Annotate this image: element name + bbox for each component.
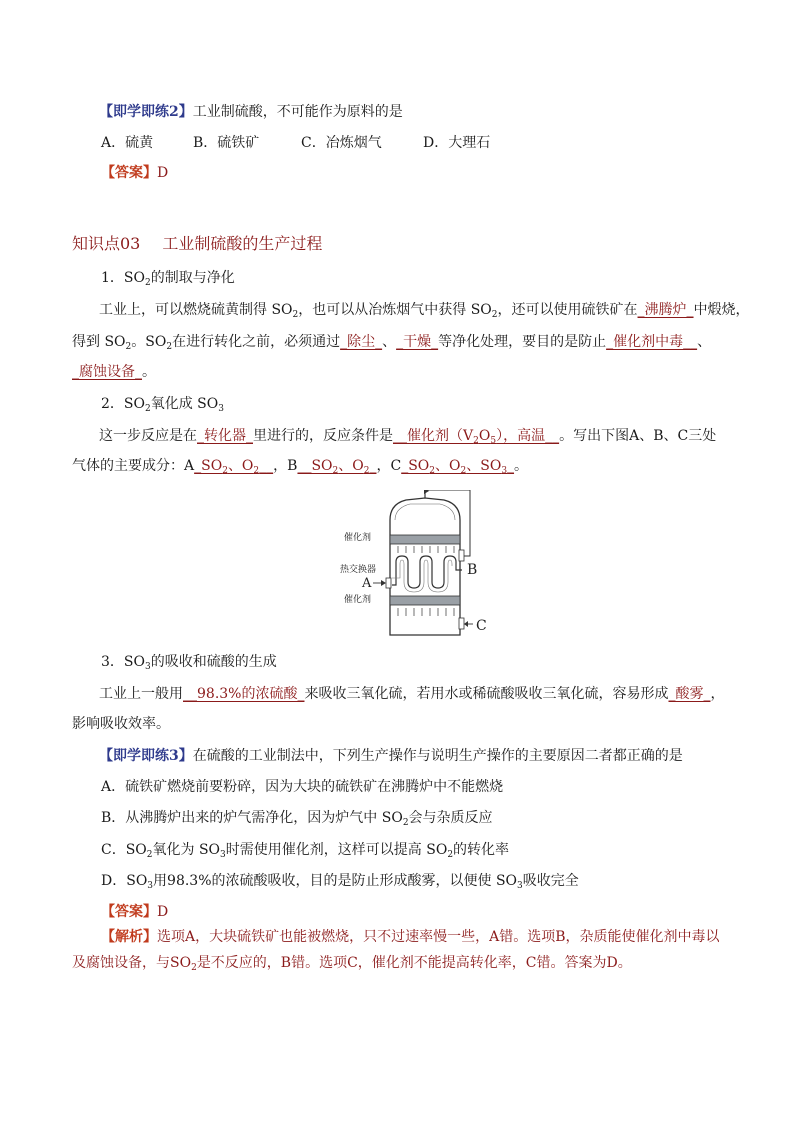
part3-heading: 3．$SO_3$的吸收和硫酸的生成 [101,654,277,672]
practice3-option-a: A．硫铁矿燃烧前要粉碎，因为大块的硫铁矿在沸腾炉中不能燃烧 [101,779,504,795]
section-title: 工业制硫酸的生产过程 [162,234,323,253]
practice-tag: 【即学即练3】 [99,748,193,764]
flow-arrows-bottom [398,608,454,616]
practice-tag: 【即学即练2】 [99,104,193,120]
fill-conditions: __催化剂$(V_2O_5)$，高温__ [393,428,560,446]
fill-poison: _催化剂中毒__ [606,334,698,350]
answer-tag: 【答案】 [101,904,157,920]
analysis-tag: 【解析】 [101,929,157,945]
fill-converter: _转化器_ [197,428,253,444]
question-text: 在硫酸的工业制法中，下列生产操作与说明生产操作的主要原因二者都正确的是 [192,748,683,764]
practice3-option-d: D．$SO_3$用98.3%的浓硫酸吸收，目的是防止形成酸雾，以便使 $SO_3$吸收完全 [101,873,579,891]
part2-paragraph-line2: 气体的主要成分：$A\_SO_2$、$O_2\_\_$，$B\_\_SO_2$、$O_2\_$，$C\_SO_2$、$O_2$、$SO_3\_$。 [72,458,529,476]
converter-diagram [340,490,490,642]
fill-corrode: _腐蚀设备_ [72,364,142,380]
label-c: C [476,618,487,634]
catalyst-bed-bottom [390,596,460,605]
section-number: 知识点03 [72,234,141,253]
label-catalyst-bottom: 催化剂 [344,595,372,605]
fill-acid: __98.3%的浓硫酸_ [183,686,305,702]
section-heading [72,231,322,254]
fill-furnace: _沸腾炉_ [637,302,694,318]
part2-heading: 2．$SO_2$氧化成 $SO_3$ [101,396,224,414]
label-a: A [362,576,372,591]
label-catalyst-top: 催化剂 [344,533,372,543]
practice3-answer [101,902,168,922]
answer-tag: 【答案】 [101,165,157,181]
option-c: C．冶炼烟气 [301,135,382,151]
practice3-question-line [99,746,683,766]
question-text: 工业制硫酸，不可能作为原料的是 [192,104,403,120]
label-heat-exchanger: 热交换器 [340,565,377,575]
part1-paragraph-line2: 得到 $SO_2$。$SO_2$在进行转化之前，必须通过_除尘_、_干燥_等净化处理，要目的是防止_催化剂中毒__、 [72,334,712,352]
practice2-question-line [99,102,403,122]
practice2-options [101,133,490,153]
part3-paragraph-line2: 影响吸收效率。 [72,716,170,732]
fill-gas-b: $\_\_SO_2$、$O_2\_$ [297,458,377,476]
label-b: B [467,562,478,578]
part1-paragraph-line3: _腐蚀设备_。 [72,364,156,380]
catalyst-bed-top [390,535,460,544]
answer-value: D [157,165,169,181]
flow-arrows-top [398,546,454,553]
practice3-option-c: C．$SO_2$氧化为 $SO_3$时需使用催化剂，这样可以提高 $SO_2$的转化率 [101,842,510,860]
practice3-option-b: B．从沸腾炉出来的炉气需净化，因为炉气中 $SO_2$会与杂质反应 [101,810,493,828]
answer-value: D [157,904,169,920]
fill-dust: _除尘_ [340,334,383,350]
option-b: B．硫铁矿 [193,135,260,151]
part1-heading: 1．$SO_2$的制取与净化 [101,270,235,288]
practice3-analysis-line1: 【解析】选项A，大块硫铁矿也能被燃烧，只不过速率慢一些，A错。选项B，杂质能使催化剂中毒以 [101,929,720,945]
fill-mist: _酸雾_ [668,686,711,702]
fill-gas-a: $\_SO_2$、$O_2\_\_$ [194,458,274,476]
part2-paragraph-line1: 这一步反应是在_转化器_里进行的，反应条件是__催化剂$(V_2O_5)$，高温__。写出下图A、B、C三处 [99,428,717,446]
fill-gas-c: $\_SO_2$、$O_2$、$SO_3\_$ [401,458,515,476]
practice3-analysis-line2: 及腐蚀设备，与$SO_2$是不反应的，B错。选项C，催化剂不能提高转化率，C错。答案为D。 [72,955,632,973]
fill-dry: _干燥_ [396,334,439,350]
part3-paragraph-line1: 工业上一般用__98.3%的浓硫酸_来吸收三氧化硫，若用水或稀硫酸吸收三氧化硫，容易形成_酸雾_， [99,686,725,702]
option-a: A．硫黄 [101,135,154,151]
option-d: D．大理石 [423,135,491,151]
practice2-answer [101,163,168,183]
part1-paragraph-line1: 工业上，可以燃烧硫黄制得 $SO_2$，也可以从冶炼烟气中获得 $SO_2$，还可以使用硫铁矿在_沸腾炉_中煅烧， [99,302,750,320]
